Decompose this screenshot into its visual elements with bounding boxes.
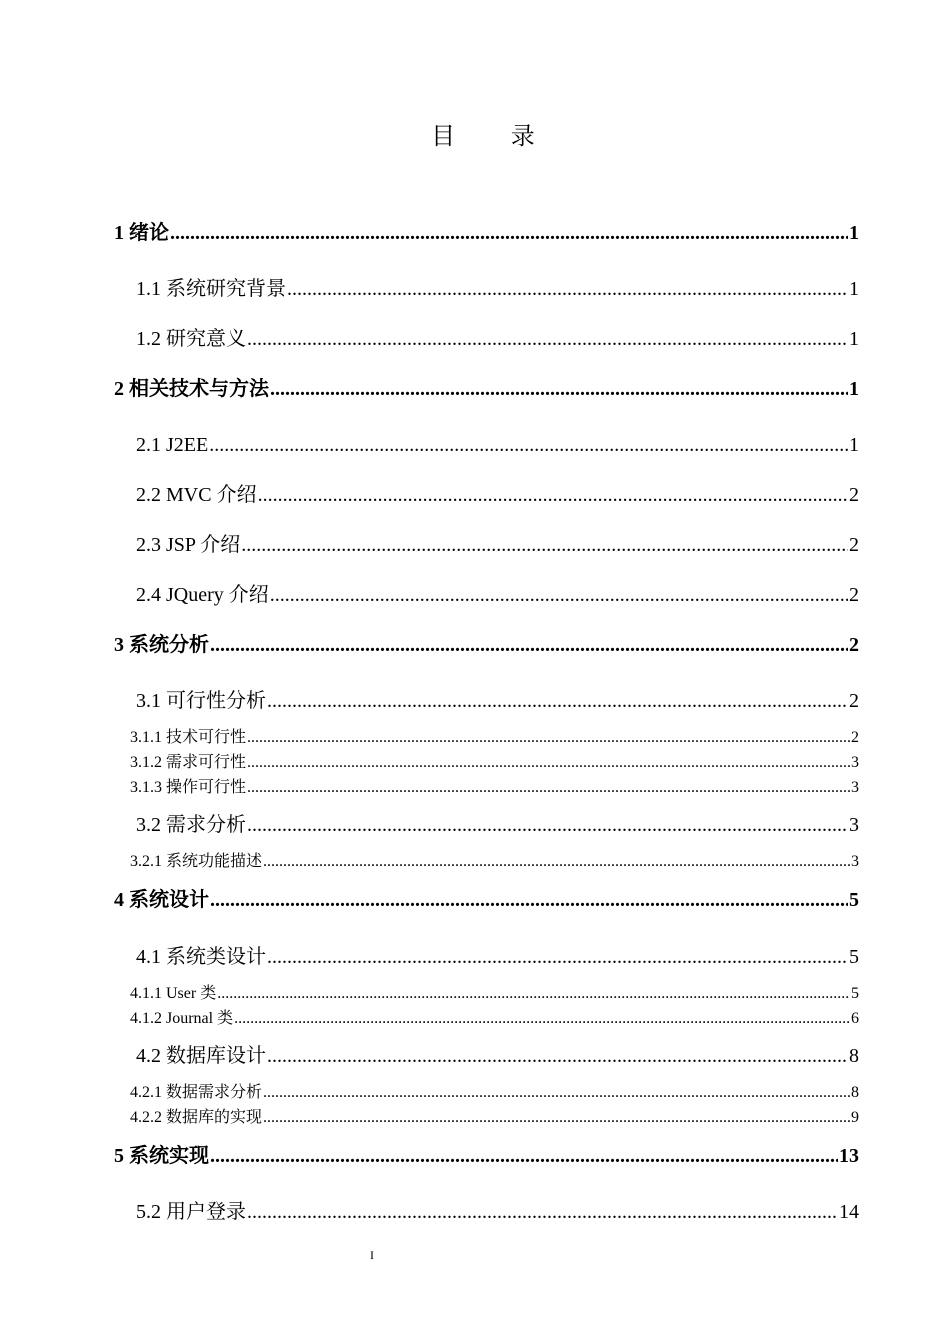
toc-entry-page: 2 [849,690,859,712]
toc-entry-page: 2 [849,634,859,656]
toc-entry-label: 3.1 可行性分析 [136,690,266,712]
toc-leader-dots [234,1008,850,1030]
toc-leader-dots [241,531,848,559]
toc-entry-page: 8 [849,1045,859,1067]
toc-entry-page: 1 [849,434,859,456]
toc-leader-dots [267,1042,848,1070]
page-number-footer: I [370,1248,374,1262]
toc-entry-page: 2 [849,534,859,556]
toc-entry-label: 3.1.3 操作可行性 [130,779,247,796]
toc-entry-page: 5 [851,985,859,1002]
toc-leader-dots [267,687,848,715]
toc-entry-label: 4.2.2 数据库的实现 [130,1109,263,1126]
toc-entry[interactable] [136,531,859,559]
toc-entry[interactable] [130,727,859,749]
toc-entry-label: 3 系统分析 [114,634,209,656]
toc-entry-label: 1.1 系统研究背景 [136,278,286,300]
page-title: 目 录 [431,122,559,150]
toc-entry[interactable] [130,777,859,799]
toc-entry[interactable] [136,581,859,609]
toc-entry-page: 9 [851,1109,859,1126]
toc-leader-dots [263,851,850,873]
toc-entry-label: 2.3 JSP 介绍 [136,534,241,556]
toc-entry-page: 2 [851,729,859,746]
toc-leader-dots [247,777,850,799]
toc-entry-label: 1 绪论 [114,222,169,244]
toc-entry[interactable] [130,1082,859,1104]
toc-entry[interactable] [136,275,859,303]
toc-leader-dots [209,431,848,459]
toc-entry-page: 2 [849,484,859,506]
toc-entry-page: 13 [839,1145,859,1167]
toc-leader-dots [247,1198,838,1226]
toc-entry-label: 4.1 系统类设计 [136,946,266,968]
toc-entry-label: 4 系统设计 [114,889,209,911]
toc-leader-dots [217,983,850,1005]
toc-entry-label: 2 相关技术与方法 [114,378,269,400]
toc-entry-page: 5 [849,946,859,968]
toc-entry[interactable] [130,983,859,1005]
toc-entry[interactable] [114,631,859,659]
toc-entry[interactable] [114,1142,859,1170]
toc-leader-dots [267,943,848,971]
toc-leader-dots [170,219,848,247]
toc-entry-label: 4.2.1 数据需求分析 [130,1084,263,1101]
toc-entry-label: 3.2 需求分析 [136,814,246,836]
toc-entry[interactable] [114,375,859,403]
toc-leader-dots [258,481,848,509]
toc-entry-label: 4.1.1 User 类 [130,985,217,1002]
toc-entry[interactable] [136,325,859,353]
toc-leader-dots [287,275,848,303]
toc-entry[interactable] [136,1042,859,1070]
toc-entry-page: 3 [849,814,859,836]
toc-leader-dots [247,752,850,774]
toc-entry-label: 1.2 研究意义 [136,328,246,350]
toc-entry-page: 2 [849,584,859,606]
toc-entry-label: 4.2 数据库设计 [136,1045,266,1067]
toc-leader-dots [210,886,848,914]
toc-entry[interactable] [136,431,859,459]
toc-entry-label: 2.4 JQuery 介绍 [136,584,269,606]
toc-entry[interactable] [130,1008,859,1030]
toc-entry-page: 3 [851,754,859,771]
toc-entry[interactable] [130,851,859,873]
toc-leader-dots [263,1082,850,1104]
toc-entry-label: 4.1.2 Journal 类 [130,1010,234,1027]
toc-entry-page: 6 [851,1010,859,1027]
toc-entry[interactable] [136,811,859,839]
toc-entry-label: 5 系统实现 [114,1145,209,1167]
toc-leader-dots [270,375,848,403]
toc-entry-label: 2.2 MVC 介绍 [136,484,257,506]
toc-entry[interactable] [136,481,859,509]
toc-entry[interactable] [130,752,859,774]
toc-entry[interactable] [114,886,859,914]
toc-leader-dots [247,325,848,353]
toc-leader-dots [210,631,848,659]
toc-entry[interactable] [136,1198,859,1226]
toc-entry-page: 14 [839,1201,859,1223]
toc-entry-page: 3 [851,853,859,870]
toc-entry-label: 3.1.2 需求可行性 [130,754,247,771]
toc-entry[interactable] [136,943,859,971]
toc-entry-page: 1 [849,328,859,350]
toc-leader-dots [247,811,848,839]
toc-entry-page: 8 [851,1084,859,1101]
toc-entry-label: 3.2.1 系统功能描述 [130,853,263,870]
toc-entry[interactable] [130,1107,859,1129]
toc-leader-dots [247,727,850,749]
toc-entry-label: 5.2 用户登录 [136,1201,246,1223]
toc-entry-label: 2.1 J2EE [136,434,209,456]
toc-entry[interactable] [136,687,859,715]
toc-entry-page: 3 [851,779,859,796]
toc-leader-dots [270,581,848,609]
toc-leader-dots [210,1142,838,1170]
toc-entry-page: 5 [849,889,859,911]
toc-entry-page: 1 [849,378,859,400]
toc-entry-label: 3.1.1 技术可行性 [130,729,247,746]
toc-leader-dots [263,1107,850,1129]
toc-entry-page: 1 [849,278,859,300]
toc-entry[interactable] [114,219,859,247]
toc-entry-page: 1 [849,222,859,244]
